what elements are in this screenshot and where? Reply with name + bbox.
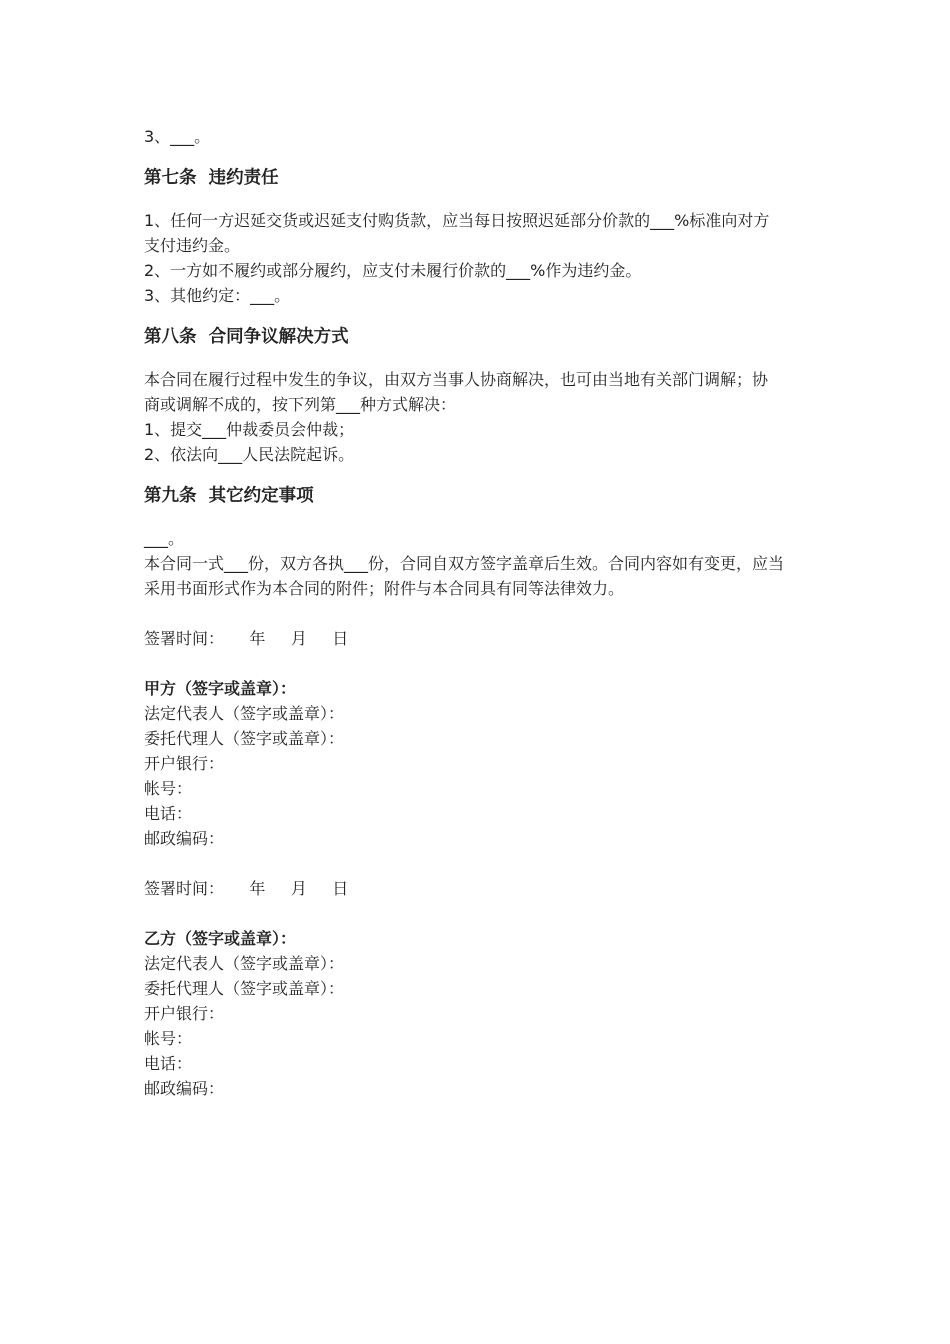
article9-title: 第九条 其它约定事项 xyxy=(144,486,314,506)
party-b-title: 乙方（签字或盖章）： xyxy=(144,929,297,948)
article7-line: 3、其他约定：___。 xyxy=(144,286,291,305)
party-a-title: 甲方（签字或盖章）： xyxy=(144,679,297,698)
sign-time-b: 签署时间： 年 月 日 xyxy=(144,879,349,898)
party-b-block xyxy=(144,926,814,1101)
article9-line: ___。 xyxy=(144,529,185,548)
article7-body xyxy=(144,208,814,308)
party-a-account: 帐号： xyxy=(144,779,193,798)
article7-line: 2、一方如不履约或部分履约，应支付未履行价款的___%作为违约金。 xyxy=(144,261,642,280)
party-a-agent: 委托代理人（签字或盖章）： xyxy=(144,729,345,748)
article8-line: 1、提交___仲裁委员会仲裁； xyxy=(144,420,355,439)
party-a-legal-rep: 法定代表人（签字或盖章）： xyxy=(144,704,345,723)
article8-body xyxy=(144,367,814,467)
party-b-agent: 委托代理人（签字或盖章）： xyxy=(144,979,345,998)
party-a-phone: 电话： xyxy=(144,804,193,823)
party-b-bank: 开户银行： xyxy=(144,1004,225,1023)
party-b-account: 帐号： xyxy=(144,1029,193,1048)
spacer xyxy=(144,651,814,676)
article8-line: 本合同在履行过程中发生的争议，由双方当事人协商解决，也可由当地有关部门调解；协 xyxy=(144,370,769,389)
article9-line: 采用书面形式作为本合同的附件；附件与本合同具有同等法律效力。 xyxy=(144,579,625,598)
party-b-postcode: 邮政编码： xyxy=(144,1079,225,1098)
party-b-legal-rep: 法定代表人（签字或盖章）： xyxy=(144,954,345,973)
article7-line: 支付违约金。 xyxy=(144,236,241,255)
article6-item3: 3、___。 xyxy=(144,127,211,146)
party-a-bank: 开户银行： xyxy=(144,754,225,773)
sign-time-a: 签署时间： 年 月 日 xyxy=(144,629,349,648)
article7-title: 第七条 违约责任 xyxy=(144,168,279,188)
spacer xyxy=(144,901,814,926)
article8-line: 2、依法向___人民法院起诉。 xyxy=(144,445,355,464)
contract-page xyxy=(144,124,814,1101)
article9-line: 本合同一式___份，双方各执___份，合同自双方签字盖章后生效。合同内容如有变更，应当 xyxy=(144,554,785,573)
spacer xyxy=(144,851,814,876)
party-a-postcode: 邮政编码： xyxy=(144,829,225,848)
spacer xyxy=(144,601,814,626)
article9-body xyxy=(144,526,814,601)
party-b-phone: 电话： xyxy=(144,1054,193,1073)
article8-line: 商或调解不成的，按下列第___种方式解决： xyxy=(144,395,457,414)
article8-title: 第八条 合同争议解决方式 xyxy=(144,327,349,347)
party-a-block xyxy=(144,676,814,851)
article7-line: 1、任何一方迟延交货或迟延支付购货款，应当每日按照迟延部分价款的___%标准向对方 xyxy=(144,211,770,230)
